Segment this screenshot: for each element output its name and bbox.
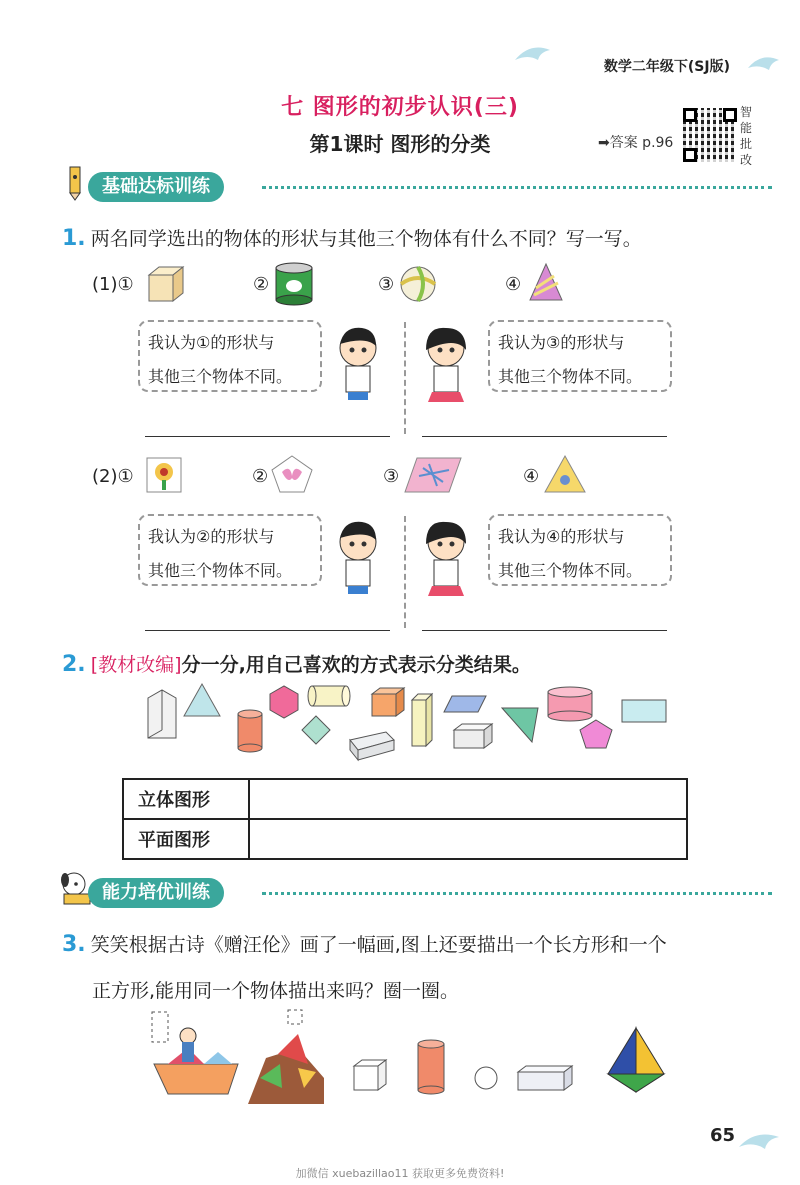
triangular-prism-shape — [148, 690, 176, 738]
circle-object-icon — [472, 1064, 500, 1092]
answer-cell-3d[interactable] — [249, 779, 687, 819]
girl-speech-bubble — [488, 320, 672, 392]
bubble-line-2: 其他三个物体不同。 — [148, 367, 293, 386]
pyramid-object-icon — [604, 1026, 668, 1096]
question-2 — [62, 650, 531, 677]
boy-speech-bubble — [138, 514, 322, 586]
question-number: 1. — [62, 226, 86, 251]
boy-speech-bubble — [138, 320, 322, 392]
ball-sphere-icon — [398, 264, 438, 304]
answer-reference: ➡答案 p.96 — [598, 135, 674, 151]
shapes-collection — [140, 680, 680, 768]
cube-shape — [372, 688, 404, 716]
cylinder-object-icon — [414, 1038, 448, 1098]
item-2-marker: ② — [253, 274, 270, 295]
qr-side-text: 智能批改 — [740, 105, 753, 167]
bubble-line-1: 我认为②的形状与 — [148, 527, 275, 546]
parallelogram-shape — [444, 696, 486, 712]
section-banner-advanced: 能力培优训练 — [88, 878, 224, 908]
can-cylinder-icon — [272, 262, 316, 306]
cube-object-icon — [350, 1058, 390, 1094]
triangle-shape — [184, 684, 220, 716]
page-number: 65 — [710, 1125, 736, 1146]
section-banner-basic: 基础达标训练 — [88, 172, 224, 202]
boy-character-icon — [330, 322, 392, 404]
hexagon-shape — [270, 686, 298, 718]
item-3-marker: ③ — [383, 466, 400, 487]
table-row — [123, 819, 687, 859]
answer-cell-2d[interactable] — [249, 819, 687, 859]
bubble-line-2: 其他三个物体不同。 — [498, 367, 643, 386]
footer-text: 加微信 xuebazillao11 获取更多免费资料! — [295, 1167, 505, 1180]
dolphin-decoration-icon — [735, 1125, 785, 1160]
chapter-title: 七 图形的初步认识(三) — [281, 95, 519, 120]
part-2-label: (2)① — [92, 466, 134, 487]
party-hat-cone-icon — [526, 262, 566, 306]
table-row — [123, 779, 687, 819]
cylinder-shape — [238, 710, 262, 752]
right-triangle-shape — [502, 708, 538, 742]
question-1 — [62, 224, 642, 251]
book-header: 数学二年级下(SJ版) — [603, 59, 730, 75]
short-cylinder-shape — [548, 687, 592, 721]
gift-box-cube-icon — [145, 263, 187, 305]
item-4-marker: ④ — [523, 466, 540, 487]
question-text-line-2: 正方形,能用同一个物体描出来吗？圈一圈。 — [92, 980, 460, 1002]
question-3 — [62, 930, 667, 957]
item-3-marker: ③ — [378, 274, 395, 295]
triangle-card-icon — [543, 454, 587, 494]
section-divider — [262, 186, 772, 189]
question-tag: [教材改编] — [90, 654, 182, 676]
part-1-label: (1)① — [92, 274, 134, 295]
square-rhombus-shape — [302, 716, 330, 744]
dragonfly-parallelogram-card-icon — [403, 456, 463, 494]
bubble-line-2: 其他三个物体不同。 — [498, 561, 643, 580]
poem-scene-illustration — [148, 1008, 334, 1108]
dolphin-decoration-icon — [745, 50, 785, 80]
cuboid-object-icon — [516, 1064, 574, 1094]
small-cuboid-shape — [454, 724, 492, 748]
girl-character-icon — [410, 516, 476, 598]
section-divider — [262, 892, 772, 895]
girl-speech-bubble — [488, 514, 672, 586]
bubble-line-1: 我认为①的形状与 — [148, 333, 275, 352]
answer-line[interactable] — [422, 436, 667, 437]
flower-square-card-icon — [145, 456, 183, 494]
question-text: 两名同学选出的物体的形状与其他三个物体有什么不同？写一写。 — [90, 228, 642, 250]
lesson-title: 第1课时 图形的分类 — [309, 132, 491, 156]
girl-character-icon — [410, 322, 476, 404]
row-label-2d: 平面图形 — [123, 819, 249, 859]
row-label-3d: 立体图形 — [123, 779, 249, 819]
bubble-line-2: 其他三个物体不同。 — [148, 561, 293, 580]
question-number: 3. — [62, 932, 86, 957]
answer-line[interactable] — [145, 630, 390, 631]
answer-line[interactable] — [145, 436, 390, 437]
tall-cuboid-shape — [412, 694, 432, 746]
item-4-marker: ④ — [505, 274, 522, 295]
answer-line[interactable] — [422, 630, 667, 631]
bubble-line-1: 我认为③的形状与 — [498, 333, 625, 352]
dolphin-decoration-icon — [510, 40, 560, 70]
qr-code-icon — [683, 108, 737, 162]
item-2-marker: ② — [252, 466, 269, 487]
rectangle-shape — [622, 700, 666, 722]
bubble-line-1: 我认为④的形状与 — [498, 527, 625, 546]
butterfly-pentagon-card-icon — [270, 454, 314, 494]
cylinder-lying-shape — [308, 686, 350, 706]
question-text: 分一分,用自己喜欢的方式表示分类结果。 — [181, 654, 531, 676]
question-text-line-1: 笑笑根据古诗《赠汪伦》画了一幅画,图上还要描出一个长方形和一个 — [90, 934, 667, 956]
boy-character-icon — [330, 516, 392, 598]
cuboid-lying-shape — [350, 732, 394, 760]
question-number: 2. — [62, 652, 86, 677]
divider-dashed — [404, 516, 406, 628]
pentagon-shape — [580, 720, 612, 748]
classification-table — [122, 778, 688, 860]
divider-dashed — [404, 322, 406, 434]
